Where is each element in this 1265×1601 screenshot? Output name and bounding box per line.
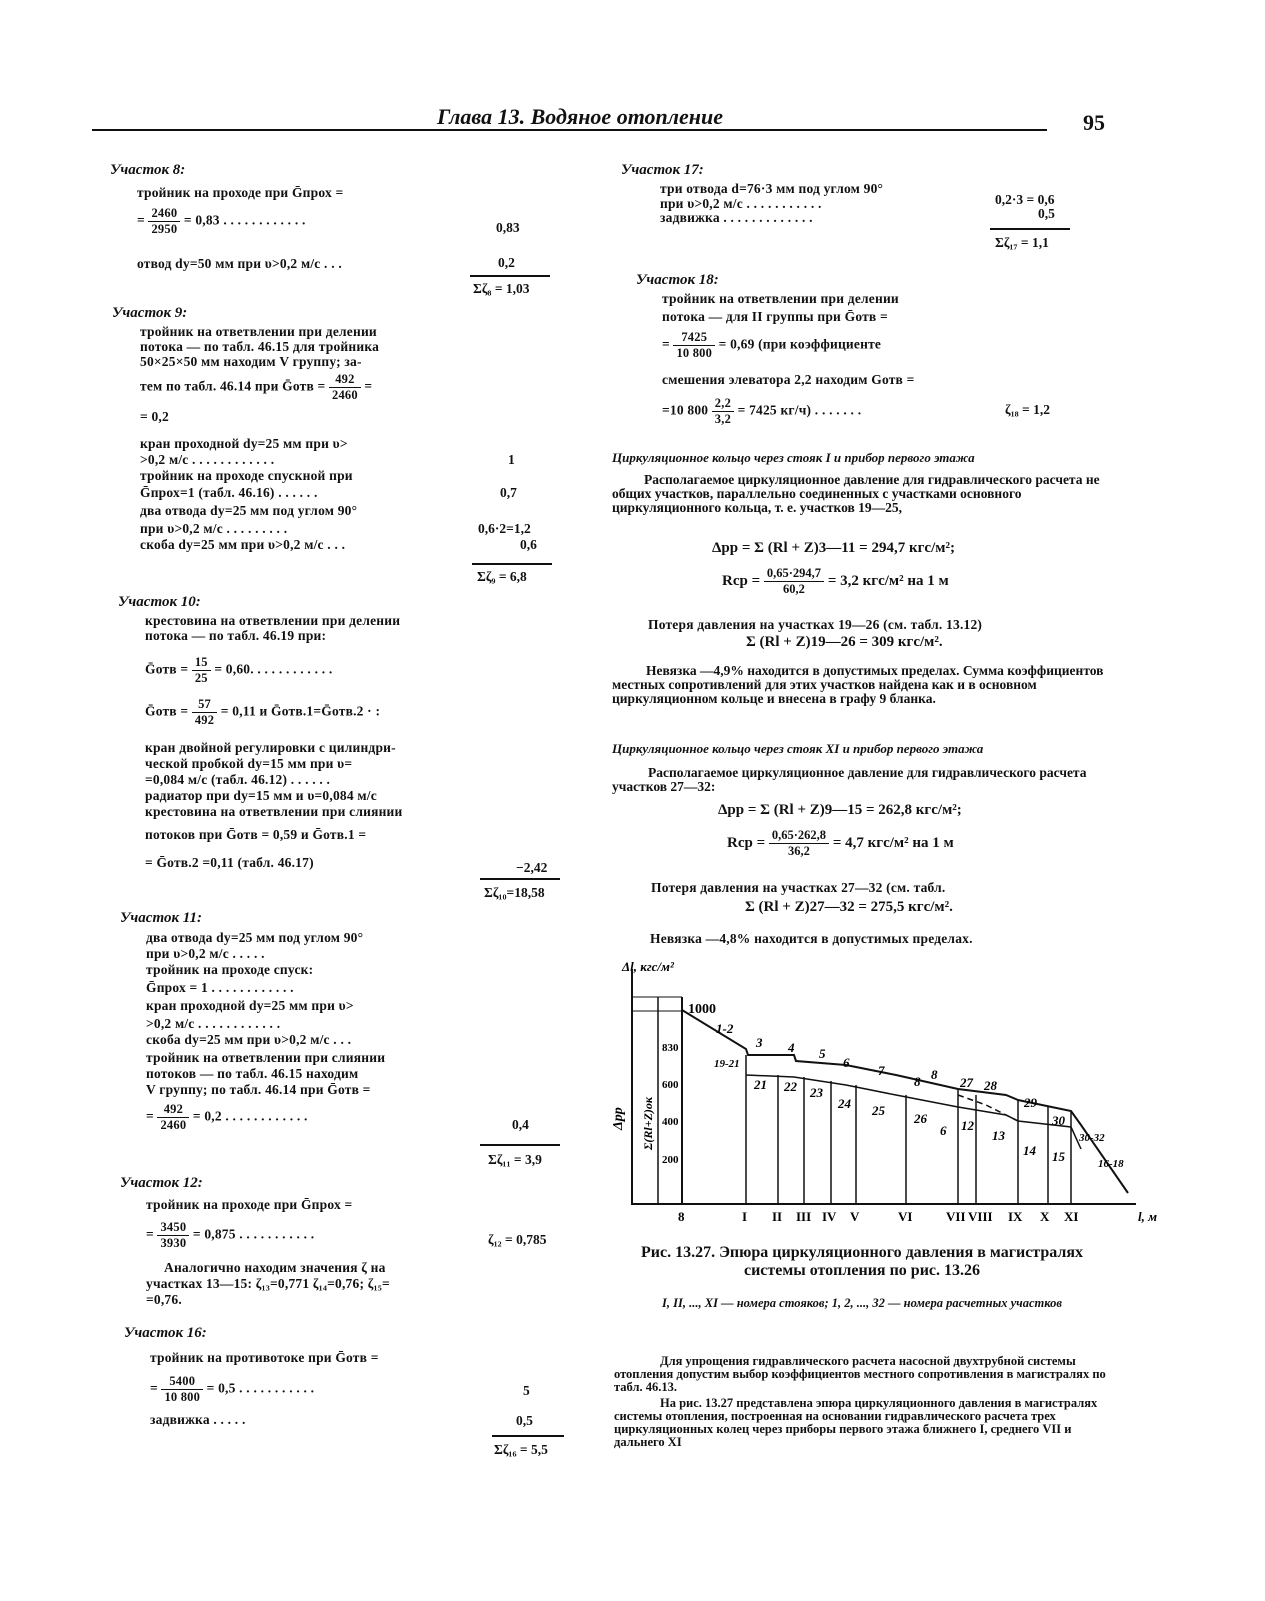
x-tick-label: VII [946,1209,966,1224]
s16-line: тройник на противотоке при Ḡотв = [150,1350,379,1365]
sum-rule [492,1435,564,1437]
s10-line: потоков при Ḡотв = 0,59 и Ḡотв.1 = [145,827,367,842]
segment-label: 4 [788,1040,795,1055]
s18-line: = $\frac{7425}{10 800}$ = 0,69 (при коэффициенте [662,330,882,360]
s16-sum: Σζ₁₆ = 5,5 [494,1442,548,1457]
ring1-formula: Σ (Rl + Z)19—26 = 309 кгс/м². [746,634,943,650]
s9-line: тройник на проходе спускной при [140,468,353,483]
running-title: Глава 13. Водяное отопление [437,104,724,129]
s9-line [140,372,372,403]
s8-value: 0,83 [496,220,520,235]
s12-line: участках 13—15: ζ₁₃=0,771 ζ₁₄=0,76; ζ₁₅= [146,1276,390,1291]
x-axis-label: l, м [1138,1209,1158,1224]
s16-value: 5 [523,1383,530,1398]
s18-line-tail: = 0,69 (при коэффициенте [718,336,882,352]
s10-line-tail: = 0,60. . . . . . . . . . . . [214,661,333,677]
fraction-num: 5400 [161,1374,203,1390]
fraction-den: 3930 [160,1236,187,1250]
figure-caption: Рис. 13.27. Эпюра циркуляционного давления в магистралях системы отопления по рис. 13.26 [640,1244,1084,1279]
s10-line: радиатор при dy=15 мм и υ=0,084 м/с [145,788,377,803]
s12-line: тройник на проходе при Ḡпрох = [146,1197,353,1212]
s9-value: 0,7 [500,485,517,500]
s11-line: скоба dy=25 мм при υ>0,2 м/с . . . [146,1032,352,1047]
main-pressure-curve [682,1010,1128,1193]
s9-line: при υ>0,2 м/с . . . . . . . . . [140,521,288,536]
formula-tail: = 3,2 кгс/м² на 1 м [827,572,949,589]
s9-line: = 0,2 [140,409,169,424]
fraction-num: 0,65·262,8 [769,828,829,844]
s11-title: Участок 11: [120,910,202,926]
ring1-paragraph: Располагаемое циркуляционное давление для гидравлического расчета не общих участков, параллельно соединенных с участками основного циркуляционного кольца, т. е. участков 19—25, [612,472,1100,515]
ring2-loss: Потеря давления на участках 27—32 (см. табл. [651,880,946,895]
s10-line-head: Ḡотв = [145,661,189,677]
sum-rule [990,228,1070,230]
s18-line [662,396,861,427]
s11-value: 0,4 [512,1117,529,1132]
s17-sum: Σζ₁₇ = 1,1 [995,235,1049,250]
ring1-paragraph: Невязка —4,9% находится в допустимых пределах. Сумма коэффициентов местных сопротивлений для этих участков найдена как и в основном циркуляционном кольце и внесена в графу 9 бланка. [612,663,1104,706]
s10-line: кран двойной регулировки с цилиндри- [145,740,396,755]
s12-line: =0,76. [146,1292,182,1307]
bottom-paragraph: На рис. 13.27 представлена эпюра циркуляционного давления в магистралях системы отопления, построенная на основании гидравлического расчета трех циркуляционных колец через приборы первого этажа ближнего I, среднего VII и дальнего XI [614,1396,1098,1449]
s12-line-tail: = 0,875 . . . . . . . . . . . [192,1226,315,1242]
s17-line: при υ>0,2 м/с . . . . . . . . . . . [660,196,822,211]
s9-value: 0,6 [520,537,537,552]
segment-label: 6 [940,1123,947,1138]
s18-line: тройник на ответвлении при делении [662,291,899,306]
segment-label: 29 [1024,1095,1037,1110]
s17-line: задвижка . . . . . . . . . . . . . [660,210,813,225]
s10-title: Участок 10: [118,594,201,610]
x-tick-label: XI [1064,1209,1079,1224]
ring1-formula [722,566,949,597]
segment-label: 24 [838,1096,851,1111]
side-label-sum: Σ(Rl+Z)ок [641,1096,655,1150]
s18-line: смешения элеватора 2,2 находим Gотв = [662,372,915,387]
s8-line-tail: = 0,83 . . . . . . . . . . . . [183,212,306,228]
segment-label: 15 [1052,1149,1065,1164]
segment-label: 5 [819,1046,826,1061]
s12-value: ζ₁₂ = 0,785 [488,1232,547,1247]
s9-line: 50×25×50 мм находим V группу; за- [140,354,362,369]
segment-label: 8 [931,1067,938,1082]
segment-label: 7 [878,1063,885,1078]
s11-line: потоков — по табл. 46.15 находим [146,1066,359,1081]
s8-title: Участок 8: [110,162,186,178]
s11-line-tail: = 0,2 . . . . . . . . . . . . [192,1108,308,1124]
s9-line: потока — по табл. 46.15 для тройника [140,339,380,354]
sum-rule [480,878,560,880]
ring1-loss: Потеря давления на участках 19—26 (см. табл. 13.12) [648,617,983,632]
y-tick-label: 600 [662,1079,679,1091]
ring1-formula: Δpp = Σ (Rl + Z)3—11 = 294,7 кгс/м²; [712,540,955,556]
ring2-formula: Σ (Rl + Z)27—32 = 275,5 кгс/м². [745,899,953,915]
ring2-formula: Δpp = Σ (Rl + Z)9—15 = 262,8 кгс/м²; [718,802,962,818]
fraction-num: 0,65·294,7 [764,566,824,582]
s8-line: отвод dy=50 мм при υ>0,2 м/с . . . [137,256,342,271]
y-tick-label: 830 [662,1042,679,1054]
s18-value: ζ₁₈ = 1,2 [1005,402,1050,417]
s12-line: = $\frac{3450}{3930}$ = 0,875 . . . . . . . . . . . [146,1220,315,1250]
s11-line: V группу; по табл. 46.14 при Ḡотв = [146,1082,371,1097]
s11-line: Ḡпрох = 1 . . . . . . . . . . . . [146,980,294,995]
s10-line: потока — по табл. 46.19 при: [145,628,327,643]
sum-rule [480,1144,560,1146]
s10-line [145,655,332,686]
s11-sum: Σζ₁₁ = 3,9 [488,1152,542,1167]
x-tick-label: II [772,1209,783,1224]
x-tick-label: IV [822,1209,837,1224]
segment-label: 19-21 [714,1058,740,1070]
segment-label: 12 [961,1118,974,1133]
segment-label: 30 [1052,1113,1065,1128]
s11-line: кран проходной dy=25 мм при υ> [146,998,354,1013]
segment-label: 26 [914,1111,927,1126]
s9-line: Ḡпрох=1 (табл. 46.16) . . . . . . [140,485,318,500]
sum-rule [470,275,550,277]
segment-label: 28 [984,1078,997,1093]
x-tick-label: VI [898,1209,913,1224]
fraction-num: 7425 [673,330,715,346]
s16-value: 0,5 [516,1413,533,1428]
x-tick-label: X [1040,1209,1050,1224]
segment-label: 30-32 [1079,1132,1105,1144]
s16-title: Участок 16: [124,1325,207,1341]
s9-line: тройник на ответвлении при делении [140,324,377,339]
header-rule [92,129,1047,131]
s17-value: 0,2·3 = 0,6 [995,192,1055,207]
fraction-num: 15 [192,655,211,671]
s10-line: =0,084 м/с (табл. 46.12) . . . . . . [145,772,331,787]
s11-line: при υ>0,2 м/с . . . . . [146,946,265,961]
fraction-num: 57 [192,697,217,713]
s10-line: крестовина на ответвлении при делении [145,613,401,628]
fraction-den: 2460 [160,1118,187,1132]
y-tick-label: 400 [662,1116,679,1128]
segment-label: 6 [843,1055,850,1070]
fraction-den: 2460 [332,388,358,402]
x-tick-label: VIII [968,1209,993,1224]
s18-line: потока — для II группы при Ḡотв = [662,309,888,324]
x-tick-label: III [796,1209,812,1224]
s17-line: три отвода d=76·3 мм под углом 90° [660,181,884,196]
s17-title: Участок 17: [621,162,704,178]
segment-label: 3 [756,1035,763,1050]
s9-line: >0,2 м/с . . . . . . . . . . . . [140,452,275,467]
segment-label: 25 [872,1103,885,1118]
x-tick-label: IX [1008,1209,1023,1224]
s9-line-tail: = [364,378,373,394]
s9-line: скоба dy=25 мм при υ>0,2 м/с . . . [140,537,346,552]
s9-title: Участок 9: [112,305,188,321]
s8-line: = $\frac{2460}{2950}$ = 0,83 . . . . . . . . . . . . [137,206,306,236]
s9-value: 1 [508,452,515,467]
s17-value: 0,5 [1038,206,1055,221]
segment-label: 14 [1023,1143,1036,1158]
s10-line [145,697,380,728]
s18-line-tail: = 7425 кг/ч) . . . . . . . [737,402,862,418]
s8-line: тройник на проходе при Ḡпрох = [137,185,344,200]
s11-line: два отвода dy=25 мм под углом 90° [146,930,364,945]
s18-title: Участок 18: [636,272,719,288]
x-tick-label: 8 [678,1209,685,1224]
fraction-den: 2950 [151,222,178,236]
segment-label: 21 [754,1077,767,1092]
s10-line-head: Ḡотв = [145,703,189,719]
fraction-num: 2460 [148,206,180,222]
s11-line: тройник на проходе спуск: [146,962,314,977]
s9-line: кран проходной dy=25 мм при υ> [140,436,348,451]
x-tick-label: I [742,1209,748,1224]
fraction-num: 492 [157,1102,189,1118]
segment-label: 13 [992,1128,1005,1143]
s12-title: Участок 12: [120,1175,203,1191]
side-label-dp: Δpp [611,1107,626,1130]
fraction-den: 60,2 [783,582,805,596]
segment-label: 23 [810,1085,823,1100]
pressure-diagram-figure [606,955,1166,1240]
fraction-den: 10 800 [164,1390,201,1404]
segment-label: 1-2 [716,1021,734,1036]
ring2-heading: Циркуляционное кольцо через стояк XI и прибор первого этажа [612,741,984,756]
formula-head: Rср = [722,572,761,589]
s11-line: = $\frac{492}{2460}$ = 0,2 . . . . . . . . . . . . [146,1102,308,1132]
s18-line-head: =10 800 [662,402,709,418]
s9-value: 0,6·2=1,2 [478,521,531,536]
bottom-paragraph: Для упрощения гидравлического расчета насосной двухтрубной системы отопления допустим выбор коэффициентов местного сопротивления в магистралях по табл. 46.13. [614,1354,1106,1394]
ring2-paragraph: Располагаемое циркуляционное давление для гидравлического расчета участков 27—32: [612,765,1087,794]
figure-legend: I, II, ..., XI — номера стояков; 1, 2, ..., 32 — номера расчетных участков [662,1296,1062,1310]
s8-sum: Σζ₈ = 1,03 [473,281,530,296]
segment-label: 27 [960,1075,973,1090]
s9-line: два отвода dy=25 мм под углом 90° [140,503,358,518]
s10-value: −2,42 [516,860,548,875]
formula-tail: = 4,7 кгс/м² на 1 м [832,834,954,851]
s12-line: Аналогично находим значения ζ на [164,1260,386,1275]
s10-line: = Ḡотв.2 =0,11 (табл. 46.17) [145,855,314,870]
y-tick-label: 1000 [688,1002,716,1017]
ring2-formula [727,828,954,859]
s16-line-tail: = 0,5 . . . . . . . . . . . [206,1380,315,1396]
s9-line-head: тем по табл. 46.14 при Ḡотв = [140,378,326,394]
s11-line: >0,2 м/с . . . . . . . . . . . . [146,1016,281,1031]
y-axis-label: Δl, кгс/м² [622,959,674,974]
segment-label: 8 [914,1074,921,1089]
s10-line: ческой пробкой dy=15 мм при υ= [145,756,353,771]
page-number: 95 [1083,110,1105,135]
fraction-den: 492 [194,713,215,727]
sum-rule [472,563,552,565]
s10-line-tail: = 0,11 и Ḡотв.1=Ḡотв.2 · : [220,703,381,719]
s10-line: крестовина на ответвлении при слиянии [145,804,403,819]
fraction-num: 3450 [157,1220,189,1236]
formula-head: Rср = [727,834,766,851]
fraction-den: 36,2 [788,844,810,858]
segment-label: 22 [784,1079,797,1094]
s9-sum: Σζ₉ = 6,8 [477,569,527,584]
fraction-den: 25 [194,671,208,685]
s16-line: задвижка . . . . . [150,1412,246,1427]
s16-line: = $\frac{5400}{10 800}$ = 0,5 . . . . . . . . . . . [150,1374,315,1404]
s11-line: тройник на ответвлении при слиянии [146,1050,386,1065]
fraction-den: 10 800 [676,346,713,360]
s8-value: 0,2 [498,255,515,270]
x-tick-label: V [850,1209,860,1224]
segment-label: 16-18 [1098,1158,1124,1170]
fraction-num: 492 [329,372,361,388]
fraction-num: 2,2 [712,396,734,412]
y-tick-label: 200 [662,1154,679,1166]
s10-sum: Σζ₁₀=18,58 [484,885,545,900]
fraction-den: 3,2 [714,412,732,426]
ring2-paragraph: Невязка —4,8% находится в допустимых пределах. [650,931,973,946]
ring1-heading: Циркуляционное кольцо через стояк I и прибор первого этажа [612,450,975,465]
